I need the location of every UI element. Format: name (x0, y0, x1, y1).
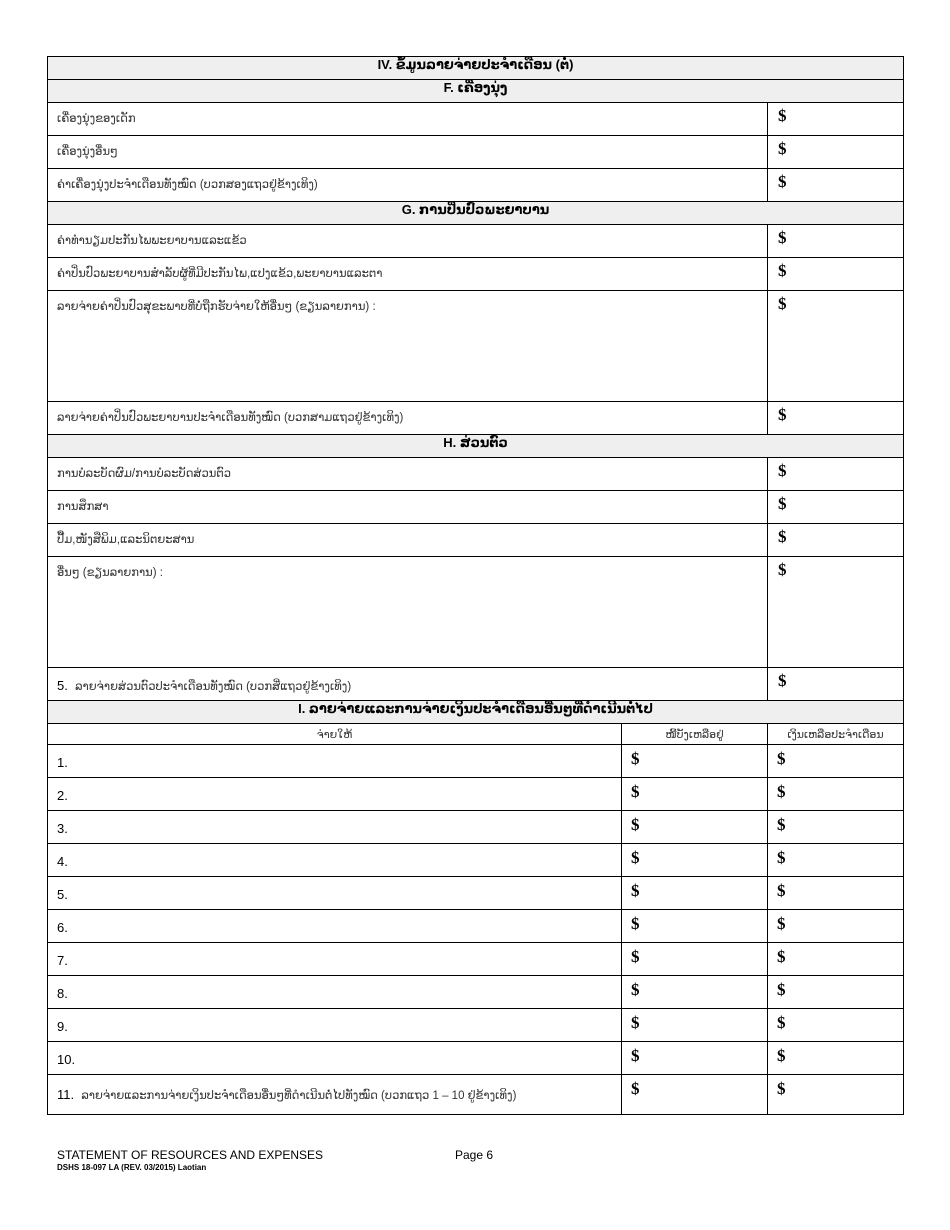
section-h-heading: H. ສ່ວນຕົວ (48, 435, 904, 458)
row-number[interactable]: 3. (48, 811, 622, 844)
balance-field[interactable]: $ (622, 811, 768, 844)
section-iv-heading: IV. ຂໍ້ມູນລາຍຈ່າຍປະຈຳເດືອນ (ຕໍ່) (48, 57, 904, 80)
amount-field[interactable]: $ (768, 225, 904, 258)
table-row (48, 169, 904, 202)
table-row (48, 258, 904, 291)
row-number[interactable]: 8. (48, 976, 622, 1009)
amount-field[interactable]: $ (768, 557, 904, 668)
amount-field[interactable]: $ (768, 258, 904, 291)
table-row (48, 943, 904, 976)
row-text: ລາຍຈ່າຍແລະການຈ່າຍເງິນປະຈຳເດືອນອື່ນໆທີ່ດຳເນີນຕໍ່ໄປທັງໝົດ (ບວກແຖວ 1 – 10 ຢູ່ຂ້າງເທິງ) (81, 1090, 517, 1102)
amount-field[interactable]: $ (768, 668, 904, 701)
row-label: ຄ່າທຳນຽມປະກັນໄພພະຍາບານແລະແຂ້ວ (48, 225, 768, 258)
balance-field[interactable]: $ (622, 910, 768, 943)
monthly-field[interactable]: $ (768, 976, 904, 1009)
balance-field[interactable]: $ (622, 778, 768, 811)
monthly-field[interactable]: $ (768, 844, 904, 877)
table-row (48, 1009, 904, 1042)
row-label: ຄ່າເຄື່ອງນຸ່ງປະຈຳເດືອນທັງໝົດ (ບວກສອງແຖວຢູ່ຂ້າງເທິງ) (48, 169, 768, 202)
monthly-field[interactable]: $ (768, 943, 904, 976)
table-row (48, 458, 904, 491)
table-row (48, 136, 904, 169)
column-header-monthly: ເງິນເຫລືອປະຈຳເດືອນ (768, 724, 904, 745)
monthly-field[interactable]: $ (768, 811, 904, 844)
row-number[interactable]: 6. (48, 910, 622, 943)
amount-field[interactable]: $ (768, 136, 904, 169)
table-row (48, 668, 904, 701)
row-label: ການສຶກສາ (48, 491, 768, 524)
monthly-field[interactable]: $ (768, 1075, 904, 1115)
balance-field[interactable]: $ (622, 943, 768, 976)
row-label (48, 1075, 622, 1115)
row-number[interactable]: 2. (48, 778, 622, 811)
table-row (48, 524, 904, 557)
table-row (48, 778, 904, 811)
row-label: ການບໍລະບັດຜົມ/ການບໍລະບັດສ່ວນຕົວ (48, 458, 768, 491)
monthly-field[interactable]: $ (768, 1042, 904, 1075)
table-row (48, 877, 904, 910)
monthly-field[interactable]: $ (768, 877, 904, 910)
row-text: ລາຍຈ່າຍສ່ວນຕົວປະຈຳເດືອນທັງໝົດ (ບວກສີ່ແຖວຢູ່ຂ້າງເທິງ) (75, 681, 352, 693)
row-number[interactable]: 4. (48, 844, 622, 877)
balance-field[interactable]: $ (622, 877, 768, 910)
form-id: DSHS 18-097 LA (REV. 03/2015) Laotian (57, 1163, 207, 1172)
balance-field[interactable]: $ (622, 1075, 768, 1115)
column-header-balance: ໜີ້ບັງເຫລືອຢູ່ (622, 724, 768, 745)
row-number[interactable]: 9. (48, 1009, 622, 1042)
row-label: ເຄື່ອງນຸ່ງຂອງເດັກ (48, 103, 768, 136)
form-page (47, 56, 903, 1115)
form-title: STATEMENT OF RESOURCES AND EXPENSES (57, 1148, 324, 1162)
row-number[interactable]: 7. (48, 943, 622, 976)
row-label: ລາຍຈ່າຍຄ່າປິ່ນປົວພະຍາບານປະຈຳເດືອນທັງໝົດ (ບວກສາມແຖວຢູ່ຂ້າງເທິງ) (48, 402, 768, 435)
table-row (48, 1042, 904, 1075)
row-label: ເຄື່ອງນຸ່ງອື່ນໆ (48, 136, 768, 169)
amount-field[interactable]: $ (768, 458, 904, 491)
table-row (48, 491, 904, 524)
row-number[interactable]: 10. (48, 1042, 622, 1075)
expenses-table (47, 56, 904, 1115)
table-row (48, 811, 904, 844)
amount-field[interactable]: $ (768, 402, 904, 435)
row-number[interactable]: 5. (48, 877, 622, 910)
section-i-heading: I. ລາຍຈ່າຍແລະການຈ່າຍເງິນປະຈຳເດືອນອື່ນໆທີ່ດຳເນີນຕໍ່ໄປ (48, 701, 904, 724)
balance-field[interactable]: $ (622, 745, 768, 778)
table-row (48, 557, 904, 668)
table-row (48, 745, 904, 778)
table-row (48, 291, 904, 402)
monthly-field[interactable]: $ (768, 745, 904, 778)
amount-field[interactable]: $ (768, 491, 904, 524)
amount-field[interactable]: $ (768, 169, 904, 202)
row-label[interactable]: ລາຍຈ່າຍຄ່າປິ່ນປົວສຸຂະພາບທີ່ບໍ່ຖືກຮັບຈ່າຍໃຫ້ອື່ນໆ (ຂຽນລາຍການ) : (48, 291, 768, 402)
page-footer (57, 1148, 657, 1172)
section-g-heading: G. ການປິ່ນປົວພະຍາບານ (48, 202, 904, 225)
section-f-heading: F. ເຄື່ອງນຸ່ງ (48, 80, 904, 103)
amount-field[interactable]: $ (768, 291, 904, 402)
monthly-field[interactable]: $ (768, 1009, 904, 1042)
row-label[interactable]: ອື່ນໆ (ຂຽນລາຍການ) : (48, 557, 768, 668)
page-number: Page 6 (455, 1148, 494, 1162)
balance-field[interactable]: $ (622, 844, 768, 877)
table-row (48, 402, 904, 435)
balance-field[interactable]: $ (622, 976, 768, 1009)
column-header-paid-to: ຈ່າຍໃຫ້ (48, 724, 622, 745)
balance-field[interactable]: $ (622, 1042, 768, 1075)
monthly-field[interactable]: $ (768, 910, 904, 943)
row-label: ຄ່າປິ່ນປົວພະຍາບານສຳລັບຜູ້ທີ່ມີປະກັນໄພ,ແປງແຂ້ວ,ພະຍາບານແລະຕາ (48, 258, 768, 291)
row-number[interactable]: 1. (48, 745, 622, 778)
amount-field[interactable]: $ (768, 524, 904, 557)
row-label (48, 668, 768, 701)
row-number: 11. (57, 1087, 75, 1102)
table-row (48, 1075, 904, 1115)
table-row (48, 976, 904, 1009)
row-label: ປື້ມ,ໜັງສືພິມ,ແລະນິຕຍະສານ (48, 524, 768, 557)
column-header-row (48, 724, 904, 745)
amount-field[interactable]: $ (768, 103, 904, 136)
table-row (48, 103, 904, 136)
balance-field[interactable]: $ (622, 1009, 768, 1042)
table-row (48, 844, 904, 877)
table-row (48, 910, 904, 943)
row-number: 5. (57, 678, 68, 693)
table-row (48, 225, 904, 258)
monthly-field[interactable]: $ (768, 778, 904, 811)
